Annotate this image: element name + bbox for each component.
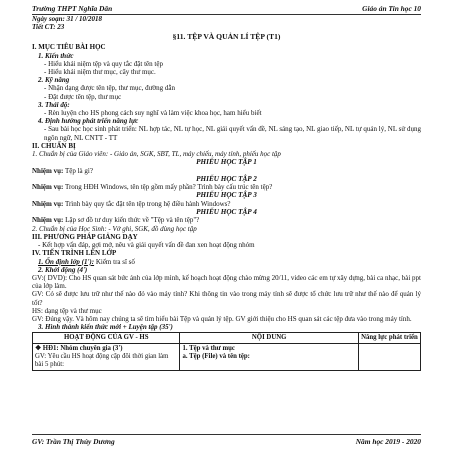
step-heading: 1. Ổn định lớp (1'): <box>38 257 95 266</box>
activity-text: GV: Yêu cầu HS hoạt động cặp đôi thời gian làm bài 5 phút: <box>35 353 169 369</box>
text-paragraph: GV: Có sẽ được lưu trữ như thế nào đó vào máy tính? Khi thông tin vào trong máy tính sẽ được tổ chức lưu trữ như thế nào để quản lý tốt? <box>32 290 421 307</box>
teacher-name: GV: Trần Thị Thúy Dương <box>32 437 115 446</box>
text-line: - Hiểu khái niệm tệp và quy tắc đặt tên tệp <box>44 59 163 68</box>
step-heading: 2. Khởi động (4') <box>38 265 88 274</box>
step-heading: 3. Hình thành kiến thức mới + Luyện tập (35') <box>38 323 173 332</box>
lesson-title: §11. TỆP VÀ QUẢN LÍ TỆP (T1) <box>172 32 281 42</box>
activity-cell <box>33 344 180 371</box>
activity-table <box>32 332 421 371</box>
text-paragraph: GV: Đúng vậy. Và hôm nay chúng ta sẽ tìm hiểu bài Tệp và quản lý tệp. GV giới thiệu cho HS quan sát các tệp đưa vào trong máy tính. <box>32 314 412 323</box>
school-year: Năm học 2019 - 2020 <box>355 437 421 446</box>
task-label: Nhiệm vụ: <box>32 166 64 175</box>
table-header-content: NỘI DUNG <box>180 333 358 344</box>
content-cell <box>180 344 358 371</box>
table-header-competence: Năng lực phát triển <box>358 333 420 344</box>
text-line: - Hiểu khái niệm thư mục, cây thư mục. <box>44 68 156 77</box>
section-heading: IV. TIẾN TRÌNH LÊN LỚP <box>32 249 117 258</box>
text-line: - Kết hợp vấn đáp, gợi mở, nêu và giải quyết vấn đề đan xen hoạt động nhóm <box>38 241 255 250</box>
subsection-heading: 4. Định hướng phát triển năng lực <box>38 117 139 126</box>
text-line: HS: dạng tệp và thư mục <box>32 306 102 315</box>
text-line: - Nhận dạng được tên tệp, thư mục, đường dẫn <box>44 84 175 93</box>
table-row <box>33 344 421 371</box>
text-line: 2. Chuẩn bị của Học Sinh: - Vở ghi, SGK, đồ dùng học tập <box>32 224 197 233</box>
task-label: Nhiệm vụ: <box>32 199 64 208</box>
content-heading: 1. Tệp và thư mục <box>182 345 235 353</box>
diamond-bullet-icon: ❖ <box>35 345 43 353</box>
text-paragraph: 1. Chuẩn bị của Giáo viên: - Giáo án, SGK, SBT, TL, máy chiếu, máy tính, phiếu học tập <box>32 150 281 159</box>
date-line: Ngày soạn: 31 / 10/2018 <box>32 15 102 23</box>
page-footer <box>32 434 421 446</box>
subsection-heading: 3. Thái độ: <box>38 100 70 109</box>
subject-name: Giáo án Tin học 10 <box>362 4 421 13</box>
text-line: - Đặt được tên tệp, thư mục <box>44 92 122 101</box>
task-label: Nhiệm vụ: <box>32 216 64 225</box>
school-name: Trường THPT Nghĩa Dân <box>32 4 113 13</box>
task-text: Lập sơ đồ tư duy kiến thức về "Tệp và tên tệp"? <box>65 216 200 225</box>
step-text: Kiểm tra sĩ số <box>94 257 135 266</box>
worksheet-title: PHIẾU HỌC TẬP 4 <box>196 208 257 217</box>
page-header <box>32 4 421 14</box>
task-text: Trong HĐH Windows, tên tệp gồm mấy phần? Trình bày cấu trúc tên tệp? <box>64 183 273 192</box>
section-heading: I. MỤC TIÊU BÀI HỌC <box>32 43 106 52</box>
worksheet-title: PHIẾU HỌC TẬP 3 <box>196 191 257 200</box>
subsection-heading: 1. Kiến thức <box>38 51 74 60</box>
text-line: - Rèn luyện cho HS phong cách suy nghĩ và làm việc khoa học, ham hiểu biết <box>44 109 262 118</box>
table-header-activities: HOẠT ĐỘNG CỦA GV - HS <box>33 333 180 344</box>
task-text: Tệp là gì? <box>64 166 93 175</box>
section-heading: II. CHUẨN BỊ <box>32 141 76 150</box>
activity-title: ❖ HĐ1: Nhóm chuyên gia (3') <box>35 345 123 353</box>
worksheet-title: PHIẾU HỌC TẬP 1 <box>196 158 257 167</box>
period-line: Tiết CT: 23 <box>32 23 65 32</box>
task-label: Nhiệm vụ: <box>32 183 64 192</box>
text-paragraph: GV:( DVD): Cho HS quan sát bức ảnh của lớp mình, kế hoạch hoạt động chào mừng 20/11, video các em tự xây dựng, bài ca nhạc, bài ppt của lớp làm. <box>32 273 421 291</box>
competence-cell <box>358 344 420 371</box>
text-paragraph: - Sau bài học học sinh phát triển: NL hợp tác, NL tự học, NL giải quyết vấn đề, NL sáng tạo, NL giao tiếp, NL tự quản lý, NL sử dụng ngôn ngữ, NL CNTT - TT <box>44 125 421 142</box>
section-heading: III. PHƯƠNG PHÁP GIẢNG DẠY <box>32 232 138 241</box>
subsection-heading: 2. Kỹ năng <box>38 76 70 85</box>
worksheet-title: PHIẾU HỌC TẬP 2 <box>196 174 257 183</box>
task-text: Trình bày quy tắc đặt tên tệp trong hệ điều hành Windows? <box>64 199 231 208</box>
content-subheading: a. Tệp (File) và tên tệp: <box>182 353 250 361</box>
